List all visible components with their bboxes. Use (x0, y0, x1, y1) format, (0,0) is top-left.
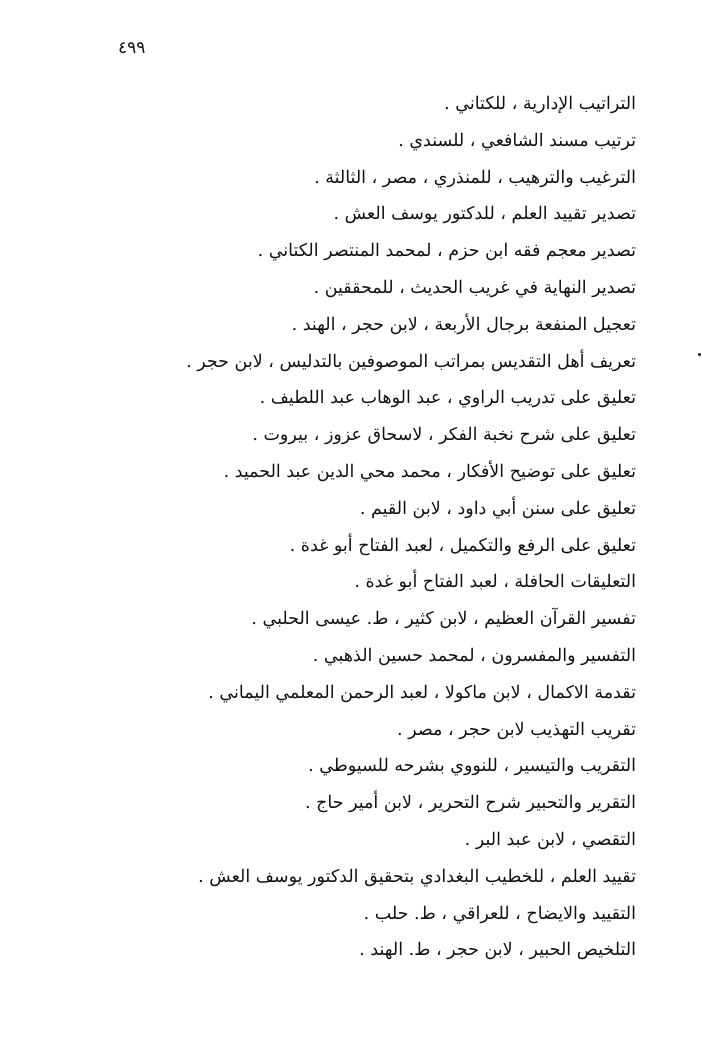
bibliography-entry: ترتيب مسند الشافعي ، للسندي . (398, 130, 636, 151)
bibliography-entry: تصدير النهاية في غريب الحديث ، للمحققين . (313, 277, 636, 298)
bibliography-entry: تعجيل المنفعة برجال الأربعة ، لابن حجر ، الهند . (291, 314, 636, 335)
bibliography-entry: تعليق على الرفع والتكميل ، لعبد الفتاح أبو غدة . (289, 535, 636, 556)
bibliography-entry: تعليق على شرح نخبة الفكر ، لاسحاق عزوز ، بيروت . (252, 425, 636, 446)
bibliography-entry: تصدير تقييد العلم ، للدكتور يوسف العش . (333, 204, 636, 225)
bibliography-entry: تعليق على سنن أبي داود ، لابن القيم . (359, 498, 636, 519)
bibliography-entry: تقريب التهذيب لابن حجر ، مصر . (397, 719, 636, 740)
bibliography-entry: التقصي ، لابن عبد البر . (464, 829, 636, 850)
bibliography-entry: التعليقات الحافلة ، لعبد الفتاح أبو غدة . (354, 572, 636, 593)
bibliography-entry: تعريف أهل التقديس بمراتب الموصوفين بالتدليس ، لابن حجر . (186, 351, 636, 372)
bibliography-entry: تقدمة الاكمال ، لابن ماكولا ، لعبد الرحمن المعلمي اليماني . (208, 682, 636, 703)
bibliography-list (76, 86, 636, 969)
bibliography-entry: التقرير والتحبير شرح التحرير ، لابن أمير حاج . (304, 793, 636, 814)
bibliography-entry: تعليق على تدريب الراوي ، عبد الوهاب عبد اللطيف . (259, 388, 636, 409)
bibliography-entry: التقييد والايضاح ، للعراقي ، ط. حلب . (363, 903, 636, 924)
bibliography-entry: تقييد العلم ، للخطيب البغدادي بتحقيق الدكتور يوسف العش . (198, 866, 636, 887)
bibliography-entry: تعليق على توضيح الأفكار ، محمد محي الدين عبد الحميد . (223, 461, 636, 482)
page-number: ٤٩٩ (118, 38, 146, 58)
bibliography-entry: التقريب والتيسير ، للنووي بشرحه للسيوطي . (308, 756, 636, 777)
bibliography-entry: التفسير والمفسرون ، لمحمد حسين الذهبي . (312, 645, 636, 666)
bibliography-entry: الترغيب والترهيب ، للمنذري ، مصر ، الثالثة . (314, 167, 636, 188)
bibliography-entry: تفسير القرآن العظيم ، لابن كثير ، ط. عيسى الحلبي . (251, 609, 636, 630)
bibliography-entry: التلخيص الحبير ، لابن حجر ، ط. الهند . (359, 940, 636, 961)
bibliography-entry: تصدير معجم فقه ابن حزم ، لمحمد المنتصر الكتاني . (257, 241, 636, 262)
bibliography-entry: التراتيب الإدارية ، للكتاني . (444, 94, 636, 114)
margin-speck (698, 353, 701, 356)
